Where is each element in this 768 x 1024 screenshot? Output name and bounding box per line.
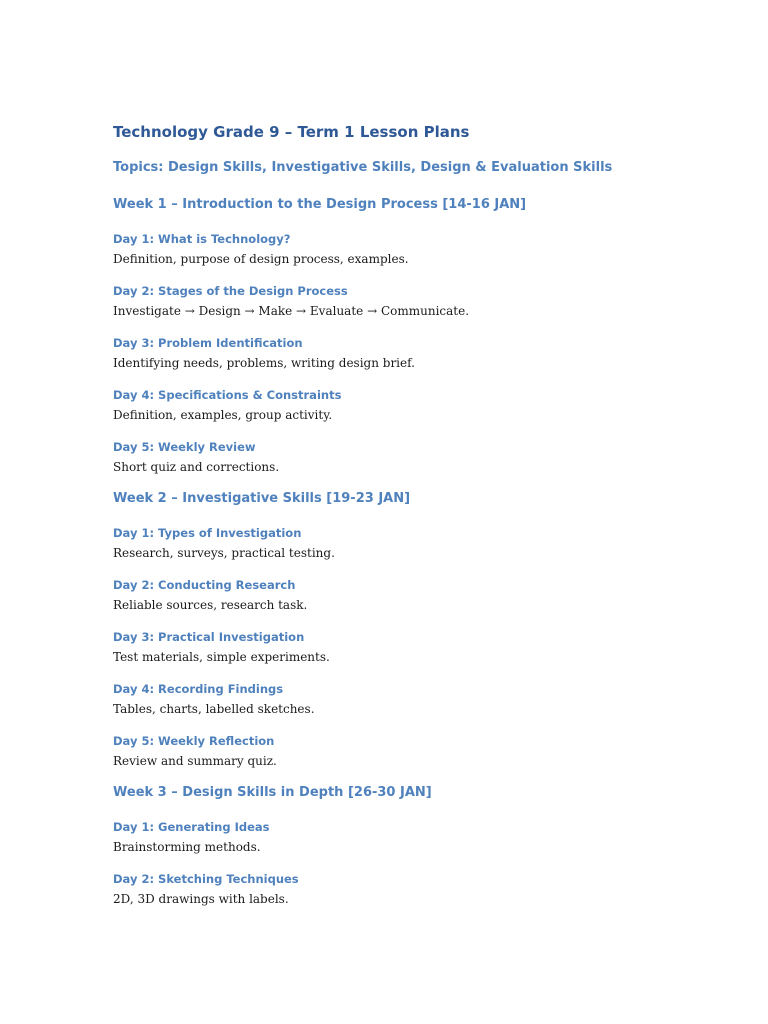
day-heading: Day 4: Specifications & Constraints xyxy=(113,388,342,402)
day-entry xyxy=(113,523,713,564)
week-heading: Week 3 – Design Skills in Depth [26-30 JAN] xyxy=(113,785,432,800)
day-description: Brainstorming methods. xyxy=(113,840,261,854)
day-entry xyxy=(113,731,713,772)
day-heading: Day 1: What is Technology? xyxy=(113,232,291,246)
day-entry xyxy=(113,679,713,720)
day-description: 2D, 3D drawings with labels. xyxy=(113,892,289,906)
day-description: Review and summary quiz. xyxy=(113,754,277,768)
day-description: Test materials, simple experiments. xyxy=(113,650,330,664)
day-heading: Day 2: Conducting Research xyxy=(113,578,296,592)
day-heading: Day 2: Sketching Techniques xyxy=(113,872,299,886)
topics-heading: Topics: Design Skills, Investigative Skills, Design & Evaluation Skills xyxy=(113,160,613,175)
day-entry xyxy=(113,627,713,668)
day-description: Definition, examples, group activity. xyxy=(113,408,333,422)
day-entry xyxy=(113,869,713,910)
week-section xyxy=(113,195,713,478)
day-entry xyxy=(113,229,713,270)
day-entry xyxy=(113,385,713,426)
day-heading: Day 1: Generating Ideas xyxy=(113,820,270,834)
day-heading: Day 2: Stages of the Design Process xyxy=(113,284,348,298)
day-heading: Day 3: Problem Identification xyxy=(113,336,303,350)
day-heading: Day 5: Weekly Reflection xyxy=(113,734,275,748)
week-heading: Week 2 – Investigative Skills [19-23 JAN] xyxy=(113,491,411,506)
day-entry xyxy=(113,281,713,322)
day-heading: Day 5: Weekly Review xyxy=(113,440,256,454)
document-page xyxy=(113,122,713,921)
day-entry xyxy=(113,333,713,374)
day-entry xyxy=(113,437,713,478)
week-section xyxy=(113,489,713,772)
document-title: Technology Grade 9 – Term 1 Lesson Plans xyxy=(113,123,470,141)
day-heading: Day 1: Types of Investigation xyxy=(113,526,302,540)
day-description: Short quiz and corrections. xyxy=(113,460,280,474)
week-heading: Week 1 – Introduction to the Design Process [14-16 JAN] xyxy=(113,197,527,212)
day-description: Tables, charts, labelled sketches. xyxy=(113,702,315,716)
day-description: Research, surveys, practical testing. xyxy=(113,546,335,560)
weeks-container xyxy=(113,195,713,910)
day-heading: Day 4: Recording Findings xyxy=(113,682,284,696)
day-heading: Day 3: Practical Investigation xyxy=(113,630,305,644)
day-description: Investigate → Design → Make → Evaluate → Communicate. xyxy=(113,304,470,318)
day-entry xyxy=(113,575,713,616)
day-entry xyxy=(113,817,713,858)
day-description: Reliable sources, research task. xyxy=(113,598,308,612)
day-description: Identifying needs, problems, writing design brief. xyxy=(113,356,415,370)
week-section xyxy=(113,783,713,910)
day-description: Definition, purpose of design process, examples. xyxy=(113,252,409,266)
